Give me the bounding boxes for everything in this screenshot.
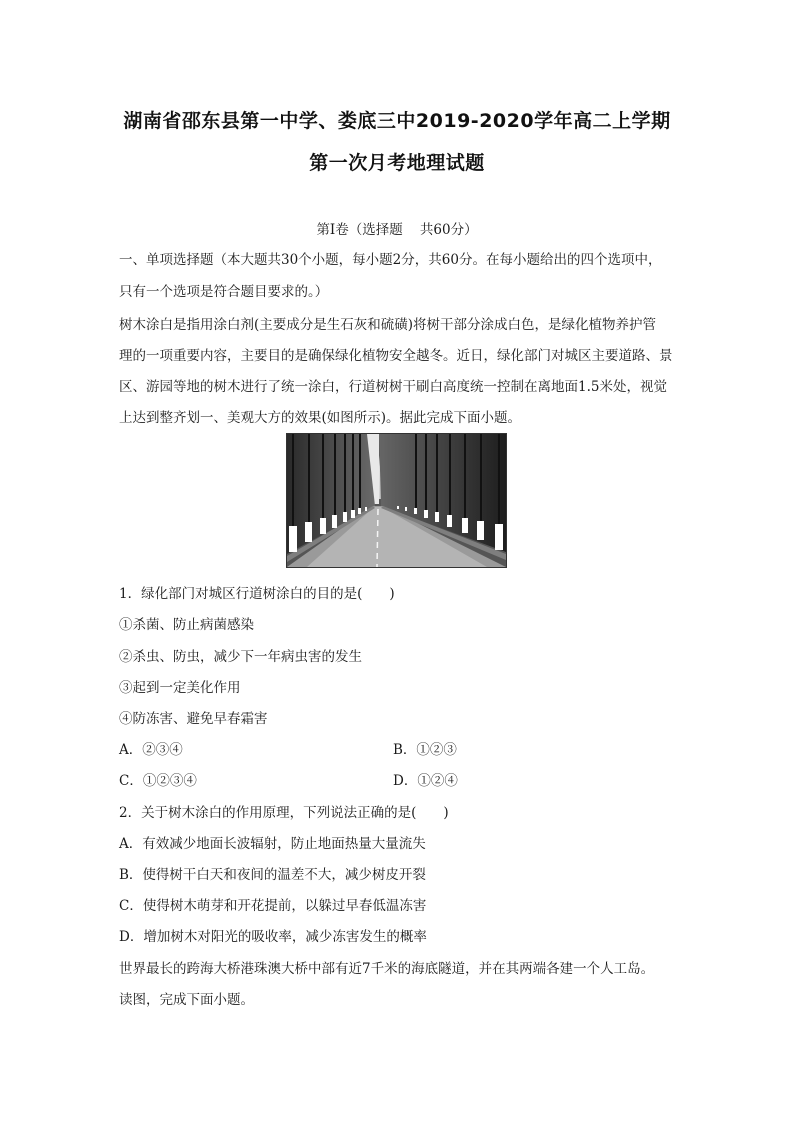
section-header: 第Ⅰ卷（选择题 共60分） [316,222,478,238]
passage1-line-4: 上达到整齐划一、美观大方的效果(如图所示)。据此完成下面小题。 [119,410,522,426]
tree-road-photo [286,433,507,568]
q2-stem: 2．关于树木涂白的作用原理，下列说法正确的是( ) [119,805,449,821]
q2-option-a: A．有效减少地面长波辐射，防止地面热量大量流失 [119,836,426,852]
q1-item-4: ④防冻害、避免早春霜害 [119,711,268,727]
q1-option-b: B．①②③ [393,742,457,758]
passage1-line-3: 区、游园等地的树木进行了统一涂白，行道树树干刷白高度统一控制在离地面1.5米处，视觉 [119,379,667,395]
instructions-line-2: 只有一个选项是符合题目要求的。） [119,284,329,300]
exam-title-line-1: 湖南省邵东县第一中学、娄底三中2019-2020学年高二上学期 [123,110,671,132]
exam-title-line-2: 第一次月考地理试题 [309,152,485,174]
q1-item-2: ②杀虫、防虫，减少下一年病虫害的发生 [119,649,362,665]
q1-option-c: C．①②③④ [119,773,197,789]
q2-option-b: B．使得树干白天和夜间的温差不大，减少树皮开裂 [119,867,426,883]
q1-option-d: D．①②④ [393,773,458,789]
q2-option-d: D．增加树木对阳光的吸收率，减少冻害发生的概率 [119,929,427,945]
passage2-line-1: 世界最长的跨海大桥港珠澳大桥中部有近7千米的海底隧道，并在其两端各建一个人工岛。 [119,961,655,977]
passage1-line-2: 理的一项重要内容，主要目的是确保绿化植物安全越冬。近日，绿化部门对城区主要道路、景 [119,348,673,364]
q1-item-1: ①杀菌、防止病菌感染 [119,617,254,633]
q1-option-a: A．②③④ [119,742,183,758]
q1-stem: 1．绿化部门对城区行道树涂白的目的是( ) [119,586,395,602]
q2-option-c: C．使得树木萌芽和开花提前，以躲过早春低温冻害 [119,898,427,914]
passage2-line-2: 读图，完成下面小题。 [119,992,254,1008]
passage1-line-1: 树木涂白是指用涂白剂(主要成分是生石灰和硫磺)将树干部分涂成白色，是绿化植物养护管 [119,317,657,333]
instructions-line-1: 一、单项选择题（本大题共30个小题，每小题2分，共60分。在每小题给出的四个选项中， [119,252,662,268]
q1-item-3: ③起到一定美化作用 [119,680,241,696]
